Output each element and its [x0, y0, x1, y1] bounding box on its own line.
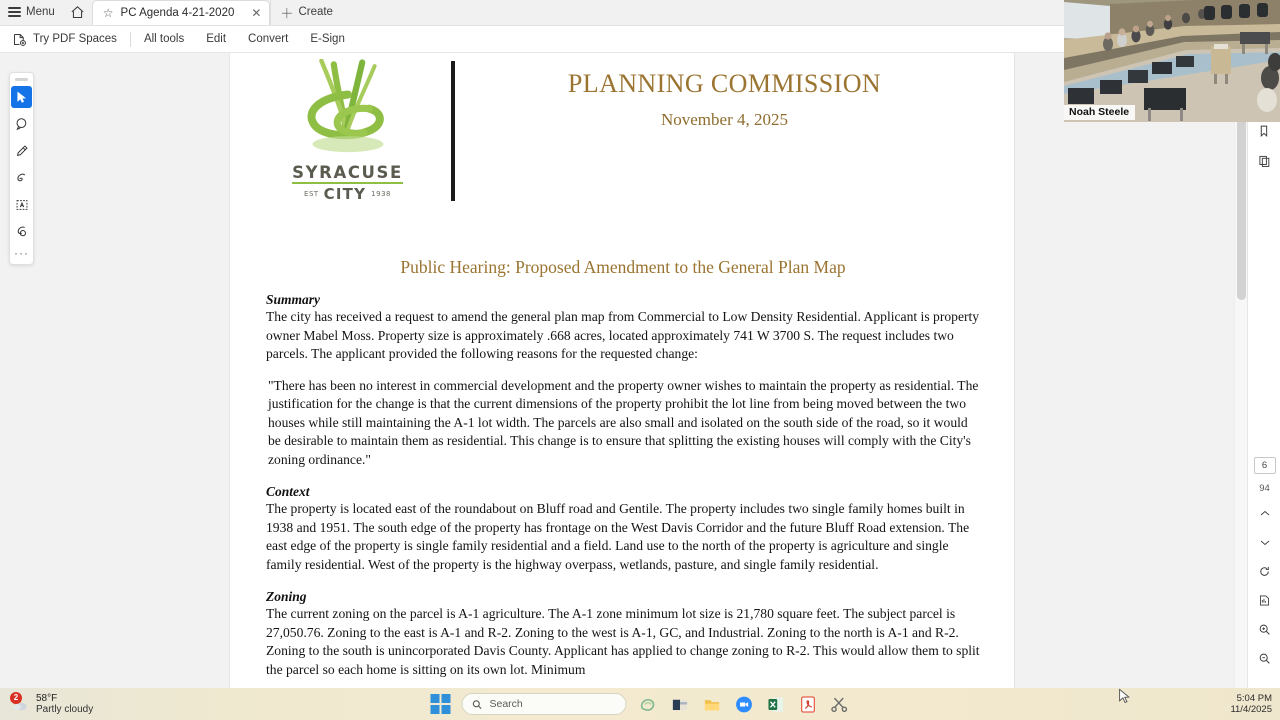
edit-text-tool-button[interactable] — [11, 194, 32, 216]
zoning-paragraph: The current zoning on the parcel is A-1 agriculture. The A-1 zone minimum lot size is 21,780 square feet. The subject parcel is 27,050.76. Zoning to the east is A-1 and R-2. Zoning to the west is A-1, GC, and Industrial. Zoning to the north is A-1 and R-2. Zoning to the south is unincorporated Davis County. Applicant has applied to change zoning to R-2. This would allow them to split the parcel so each home is sitting on its own lot. Minimum — [266, 606, 980, 677]
current-page-input[interactable]: 6 — [1254, 457, 1276, 474]
applicant-quote-paragraph: "There has been no interest in commercial development and the property owner wishes to maintain the property as residential. The justification for the change is that the current dimensions of the property prohibit the lot line from being moved between the two houses while still maintaining the A-1 lot width. The parcels are also small and isolated on the south side of the road, so it would be desirable to maintain them as residential. This change is to ensure that splitting the existing houses will comply with the City's zoning ordinance." — [268, 377, 979, 467]
chevron-up-icon — [1259, 509, 1271, 518]
context-label: Context — [266, 484, 310, 499]
convert-button[interactable]: Convert — [248, 32, 289, 45]
windows-start-icon — [431, 694, 451, 714]
home-button[interactable] — [64, 0, 92, 25]
partly-cloudy-icon — [10, 694, 30, 714]
plus-icon: ＋ — [280, 5, 294, 21]
file-explorer-icon — [670, 695, 689, 714]
weather-temperature: 58°F — [36, 693, 58, 704]
rotate-icon — [1258, 565, 1271, 578]
text-box-icon — [15, 198, 29, 212]
highlighter-icon — [15, 144, 29, 158]
zoom-out-button[interactable] — [1253, 648, 1277, 668]
menu-label: Menu — [26, 6, 55, 18]
summary-paragraph: The city has received a request to amend the general plan map from Commercial to Low Density Residential. Applicant is property owner Mabel Moss. Property size is approximately .668 acres, located approximately 741 W 3700 S. The request includes two parcels. The applicant provided the following reasons for the requested change: — [266, 309, 980, 361]
taskbar-center-group — [430, 693, 851, 715]
page-navigation-controls — [1248, 457, 1280, 668]
close-icon[interactable]: ✕ — [251, 6, 262, 20]
try-pdf-spaces-button[interactable] — [0, 32, 128, 47]
menu-button[interactable] — [0, 0, 64, 25]
system-clock[interactable] — [1230, 693, 1272, 716]
select-tool-button[interactable] — [11, 86, 32, 108]
document-tab[interactable] — [92, 0, 271, 25]
page-thumbnails-icon — [1258, 154, 1271, 168]
video-overlay[interactable] — [1064, 0, 1280, 122]
taskbar-icon-copilot[interactable] — [637, 693, 659, 715]
zoom-meetings-icon — [734, 695, 753, 714]
toolbar-divider — [130, 32, 131, 47]
weather-condition: Partly cloudy — [36, 704, 94, 715]
rotate-page-button[interactable] — [1253, 561, 1277, 581]
logo-city-text: CITY — [323, 185, 367, 203]
page-thumbnails-button[interactable] — [1252, 151, 1276, 171]
search-icon — [472, 699, 483, 710]
taskbar-search-placeholder: Search — [489, 698, 523, 710]
snipping-tool-icon — [830, 695, 849, 714]
taskbar-icon-folder[interactable] — [701, 693, 723, 715]
zoom-in-button[interactable] — [1253, 619, 1277, 639]
vertical-scrollbar[interactable] — [1234, 53, 1247, 690]
zoom-out-icon — [1258, 652, 1271, 665]
rail-drag-handle[interactable] — [15, 78, 28, 81]
hearing-heading: Public Hearing: Proposed Amendment to the General Plan Map — [400, 257, 846, 277]
document-header — [230, 53, 1014, 203]
right-tool-rail — [1247, 53, 1280, 690]
cursor-pointer-icon — [1118, 688, 1131, 705]
summary-label: Summary — [266, 292, 321, 307]
highlight-tool-button[interactable] — [11, 140, 32, 162]
fit-page-icon — [1258, 594, 1271, 607]
mouse-cursor — [1118, 688, 1131, 710]
previous-page-button[interactable] — [1253, 503, 1277, 523]
create-button[interactable] — [270, 0, 344, 25]
redact-tool-button[interactable] — [11, 221, 32, 243]
zoning-label: Zoning — [266, 589, 307, 604]
scrollbar-thumb[interactable] — [1237, 95, 1246, 300]
total-pages-label: 94 — [1259, 483, 1270, 494]
page-title: PLANNING COMMISSION — [567, 69, 882, 98]
esign-button[interactable]: E-Sign — [310, 32, 345, 45]
folder-icon — [702, 695, 721, 714]
logo-year-text: 1938 — [371, 190, 391, 198]
taskbar-icon-zoom[interactable] — [733, 693, 755, 715]
bookmarks-panel-button[interactable] — [1252, 121, 1276, 141]
logo-est-text: EST — [304, 190, 319, 198]
zoom-in-icon — [1258, 623, 1271, 636]
pencil-draw-icon — [15, 171, 29, 185]
create-label: Create — [298, 6, 333, 18]
notification-badge: 2 — [10, 692, 22, 704]
tab-title: PC Agenda 4-21-2020 — [120, 7, 235, 19]
weather-widget[interactable] — [0, 693, 93, 715]
syracuse-city-logo — [230, 59, 415, 203]
clock-time: 5:04 PM — [1236, 692, 1272, 704]
pdf-page — [230, 53, 1014, 690]
taskbar-icon-acrobat[interactable] — [797, 693, 819, 715]
taskbar-icon-excel[interactable] — [765, 693, 787, 715]
windows-taskbar — [0, 688, 1280, 720]
chevron-down-icon — [1259, 538, 1271, 547]
comment-bubble-icon — [15, 117, 29, 131]
all-tools-button[interactable]: All tools — [143, 32, 185, 45]
left-tool-rail — [9, 72, 34, 265]
copilot-icon — [638, 695, 657, 714]
cursor-icon — [15, 91, 28, 104]
edit-button[interactable]: Edit — [206, 32, 227, 45]
syracuse-plant-logo-icon — [293, 59, 403, 161]
document-body — [230, 257, 1014, 679]
taskbar-search-box[interactable] — [462, 693, 627, 715]
acrobat-icon — [798, 695, 817, 714]
pdf-spaces-icon — [12, 32, 27, 47]
excel-icon — [766, 695, 785, 714]
home-icon — [70, 5, 85, 20]
logo-wordmark — [292, 163, 403, 203]
speaker-name-label: Noah Steele — [1064, 105, 1135, 121]
next-page-button[interactable] — [1253, 532, 1277, 552]
taskbar-icon-snipping[interactable] — [829, 693, 851, 715]
document-viewer[interactable] — [0, 53, 1247, 690]
comment-tool-button[interactable] — [11, 113, 32, 135]
taskbar-icon-file-explorer[interactable] — [669, 693, 691, 715]
pdf-spaces-label: Try PDF Spaces — [33, 33, 117, 45]
draw-tool-button[interactable] — [11, 167, 32, 189]
fit-page-button[interactable] — [1253, 590, 1277, 610]
bookmark-icon — [1258, 124, 1271, 138]
clock-date: 11/4/2025 — [1230, 704, 1272, 715]
start-button[interactable] — [430, 693, 452, 715]
logo-rule — [292, 182, 403, 184]
meeting-date: November 4, 2025 — [660, 110, 788, 129]
logo-syracuse-text: SYRACUSE — [292, 163, 403, 182]
stamp-icon — [15, 225, 29, 239]
context-paragraph: The property is located east of the roundabout on Bluff road and Gentile. The property includes two single family homes built in 1938 and 1951. The south edge of the property has frontage on the West Davis Corridor and the future Bluff Road extension. The east edge of the property is single family residential and a field. Land use to the north of the property is agriculture and single family residential. West of the property is the highway overpass, wetlands, pasture, and single family residential. — [266, 501, 970, 572]
star-icon[interactable]: ☆ — [102, 6, 114, 20]
hamburger-icon — [8, 7, 21, 17]
more-tools-button[interactable]: ··· — [14, 246, 29, 260]
